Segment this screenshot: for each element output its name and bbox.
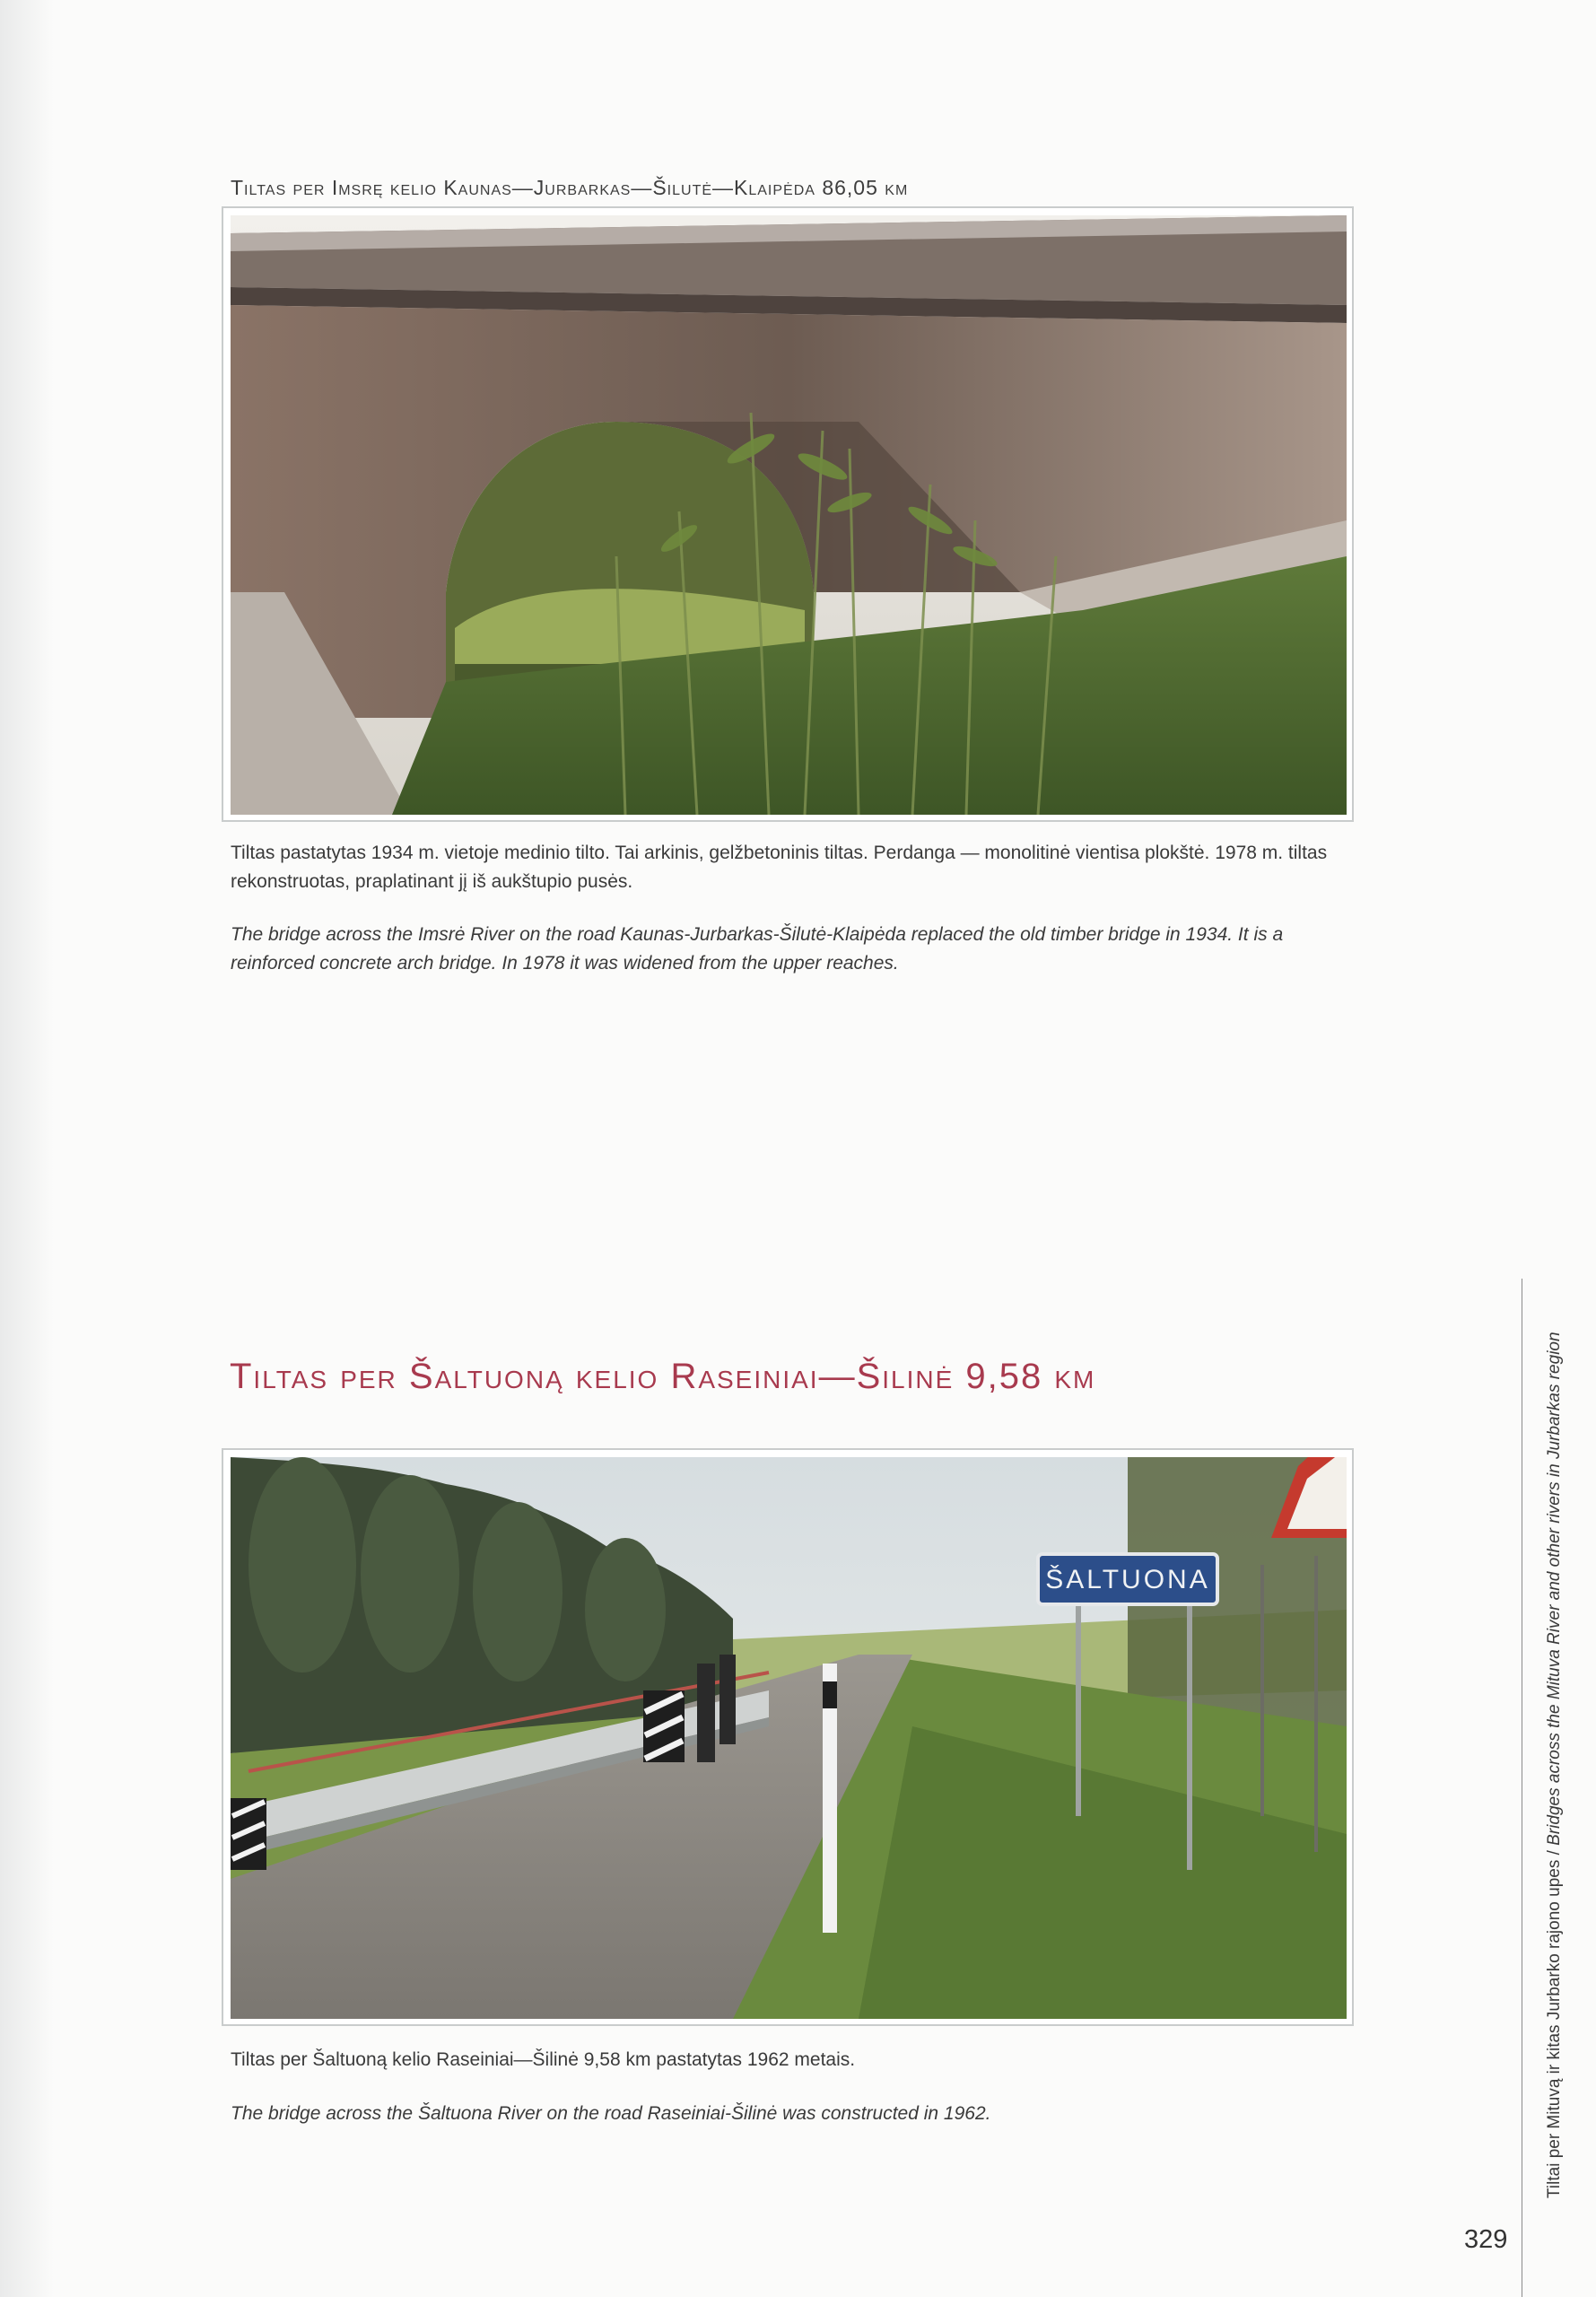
running-title-lt: Tiltai per Mituvą ir kitas Jurbarko rajono upes /	[1545, 1845, 1564, 2198]
photo-imsre-bridge	[222, 206, 1354, 822]
running-title-en: Bridges across the Mituva River and other rivers in Jurbarkas region	[1545, 1332, 1564, 1846]
place-sign-text: ŠALTUONA	[1045, 1565, 1210, 1594]
caption-imsre-lt: Tiltas pastatytas 1934 m. vietoje medinio tilto. Tai arkinis, gelžbetoninis tiltas. Perdanga — monolitinė vientisa plokštė. 1978 m. tiltas rekonstruotas, praplatinant jį iš aukštupio pusės.	[231, 843, 1328, 892]
section-title-saltuona: Tiltas per Šaltuoną kelio Raseiniai—Šilinė 9,58 km	[230, 1357, 1096, 1396]
imsre-bridge-photo-drawing	[231, 215, 1347, 815]
page-number: 329	[1464, 2225, 1508, 2254]
caption-saltuona-en: The bridge across the Šaltuona River on the road Raseiniai-Šilinė was constructed in 1962.	[231, 2103, 991, 2124]
saltuona-bridge-photo-drawing	[231, 1457, 1347, 2019]
caption-imsre-en: The bridge across the Imsrė River on the road Kaunas-Jurbarkas-Šilutė-Klaipėda replaced the old timber bridge in 1934. It is a reinforced concrete arch bridge. In 1978 it was widened from the upper reaches.	[231, 924, 1284, 974]
running-title	[1545, 1332, 1565, 2198]
photo-saltuona-bridge	[222, 1448, 1354, 2026]
caption-saltuona-lt: Tiltas per Šaltuoną kelio Raseiniai—Šilinė 9,58 km pastatytas 1962 metais.	[231, 2049, 856, 2070]
section-title-imsre: Tiltas per Imsrę kelio Kaunas—Jurbarkas—Šilutė—Klaipėda 86,05 km	[231, 176, 909, 199]
page-binding-shadow	[0, 0, 54, 2297]
